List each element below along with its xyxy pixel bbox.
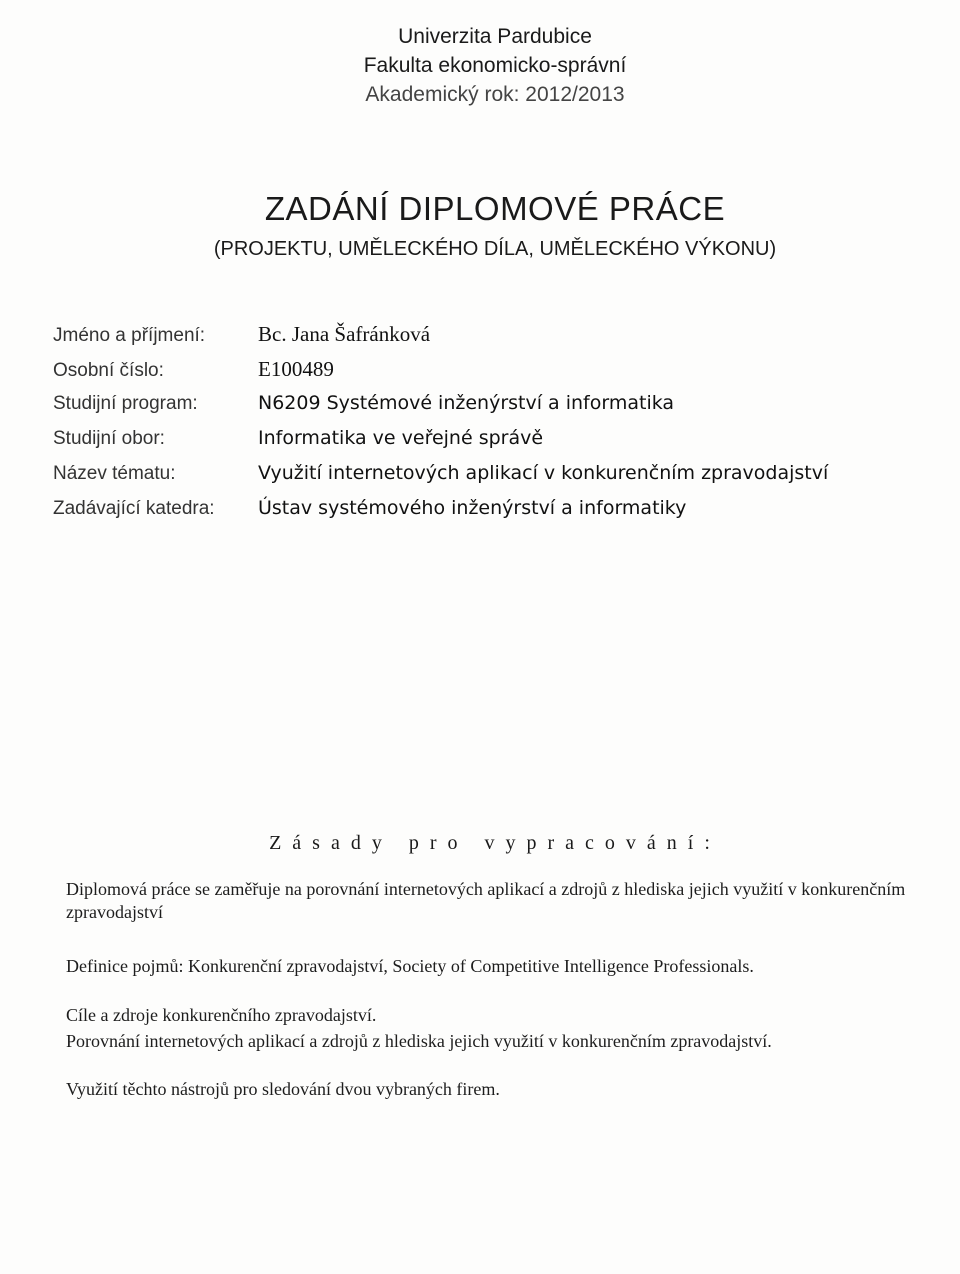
info-row-field bbox=[53, 427, 828, 462]
id-label: Osobní číslo: bbox=[53, 360, 164, 381]
info-row-name bbox=[53, 322, 828, 357]
name-label: Jméno a příjmení: bbox=[53, 325, 206, 346]
academic-year: Akademický rok: 2012/2013 bbox=[365, 83, 625, 106]
department-label: Zadávající katedra: bbox=[53, 498, 215, 519]
topic-value: Využití internetových aplikací v konkurenčním zpravodajství bbox=[258, 462, 829, 484]
document-header bbox=[0, 22, 960, 109]
department-value: Ústav systémového inženýrství a informatiky bbox=[258, 497, 687, 519]
student-info bbox=[53, 322, 828, 532]
program-value: N6209 Systémové inženýrství a informatika bbox=[258, 392, 675, 414]
document-subtitle: (PROJEKTU, UMĚLECKÉHO DÍLA, UMĚLECKÉHO VÝKONU) bbox=[213, 238, 777, 260]
document-title: ZADÁNÍ DIPLOMOVÉ PRÁCE bbox=[264, 190, 726, 227]
name-value: Bc. Jana Šafránková bbox=[258, 322, 431, 346]
id-value: E100489 bbox=[258, 357, 334, 381]
field-label: Studijní obor: bbox=[53, 428, 165, 449]
info-row-department bbox=[53, 497, 828, 532]
principles-paragraph-4: Porovnání internetových aplikací a zdrojů z hlediska jejich využití v konkurenčním zpravodajství. bbox=[66, 1031, 772, 1051]
faculty-name: Fakulta ekonomicko-správní bbox=[363, 54, 627, 77]
university-name: Univerzita Pardubice bbox=[398, 25, 592, 48]
principles-paragraph-2: Definice pojmů: Konkurenční zpravodajství, Society of Competitive Intelligence Professionals. bbox=[66, 956, 754, 976]
field-value: Informatika ve veřejné správě bbox=[258, 427, 544, 449]
info-row-program bbox=[53, 392, 828, 427]
info-row-id bbox=[53, 357, 828, 392]
principles-paragraph-5: Využití těchto nástrojů pro sledování dvou vybraných firem. bbox=[66, 1079, 500, 1099]
principles-paragraph-3: Cíle a zdroje konkurenčního zpravodajství. bbox=[66, 1005, 377, 1025]
info-row-topic bbox=[53, 462, 828, 497]
principles-heading: Zásady pro vypracování: bbox=[269, 832, 721, 854]
principles-paragraph-1: Diplomová práce se zaměřuje na porovnání internetových aplikací a zdrojů z hlediska jejich využití v konkurenčním zpravodajství bbox=[66, 879, 906, 922]
program-label: Studijní program: bbox=[53, 393, 198, 414]
topic-label: Název tématu: bbox=[53, 463, 176, 484]
